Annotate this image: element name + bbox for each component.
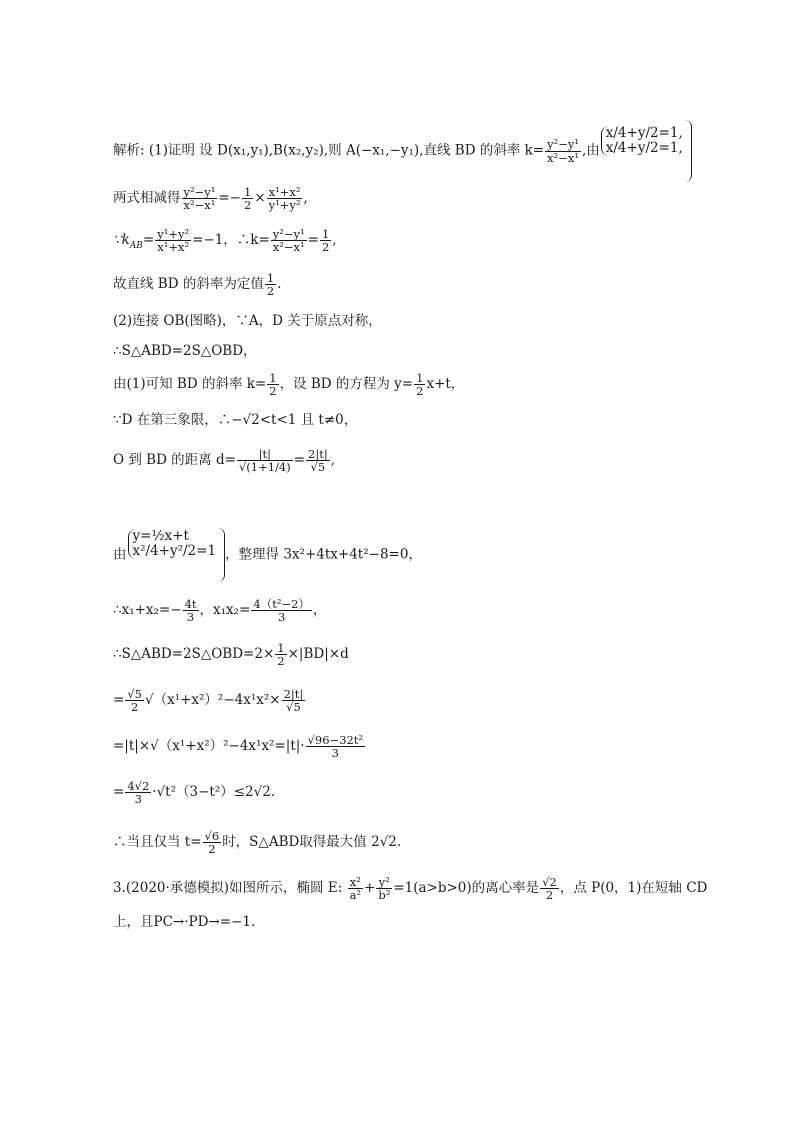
- text: ∵k: [113, 232, 130, 249]
- text: ∴S△ABD=2S△OBD，: [113, 343, 257, 359]
- fraction: $\frac{1}{2}$: [266, 271, 275, 299]
- text: 上，且PC→·PD→=−1.: [113, 914, 256, 930]
- fraction: $\frac{\text{y²}}{\text{b²}}$: [378, 875, 391, 903]
- solution-line-7: [113, 372, 464, 397]
- text: ∴S△ABD=2S△OBD=2×: [113, 646, 275, 663]
- text: ，: [312, 602, 327, 619]
- text: =−: [218, 190, 241, 207]
- fraction: $\frac{√2}{2}$: [542, 875, 557, 903]
- solution-line-12: [113, 642, 349, 667]
- fraction: $\frac{4√2}{3}$: [127, 779, 150, 807]
- problem-3-line-1: [113, 876, 707, 901]
- solution-line-16: [113, 830, 401, 855]
- equation-system: x/4+y/2=1, x/4+y/2=1,: [601, 126, 685, 156]
- solution-line-14: [113, 734, 366, 759]
- text: ,: [303, 190, 308, 207]
- solution-line-4: [113, 272, 281, 297]
- fraction: $\frac{\text{x¹+x²}}{\text{y¹+y²}}$: [268, 185, 301, 213]
- solution-line-11: [113, 598, 326, 623]
- text: O 到 BD 的距离 d=: [113, 452, 236, 469]
- solution-line-1: [113, 120, 692, 182]
- fraction: $\frac{\text{y²−y¹}}{\text{x²−x¹}}$: [272, 227, 305, 255]
- fraction: $\frac{\text{y¹+y²}}{\text{x¹+x²}}$: [157, 227, 190, 255]
- fraction: $\frac{\text{y²−y¹}}{\text{x²−x¹}}$: [183, 185, 216, 213]
- text: ×|BD|×d: [287, 646, 349, 663]
- problem-3-line-2: [113, 916, 255, 930]
- fraction: $\frac{\text{y²−y¹}}{\text{x²−x¹}}$: [547, 137, 579, 165]
- text: 3.(2020·承德模拟)如图所示，椭圆 E:: [113, 880, 347, 897]
- solution-line-9: [113, 448, 335, 473]
- fraction: $\frac{√5}{2}$: [127, 687, 142, 715]
- text: .: [277, 276, 282, 293]
- equation-system: y=½x+t x²/4+y²/2=1: [128, 529, 219, 559]
- brace-right: [218, 528, 225, 582]
- text: 故直线 BD 的斜率为定值: [113, 276, 264, 293]
- fraction: $\frac{2|t|}{√5}$: [283, 687, 304, 715]
- text: ×: [254, 190, 266, 207]
- solution-line-5: [113, 315, 382, 329]
- fraction: $\frac{4t}{3}$: [184, 597, 197, 625]
- fraction: $\frac{\text{√96−32t²}}{3}$: [307, 733, 364, 761]
- text: ∴x₁+x₂=−: [113, 602, 182, 619]
- fraction: $\frac{\text{4（t²−2）}}{3}$: [253, 597, 310, 625]
- solution-line-15: [113, 780, 275, 805]
- solution-line-8: [113, 414, 357, 428]
- text: =: [113, 784, 125, 801]
- text: =1(a>b>0)的离心率是: [393, 880, 540, 897]
- text: =: [142, 232, 155, 249]
- text: +: [364, 880, 376, 897]
- text: ·√t²（3−t²）≤2√2.: [152, 784, 276, 801]
- brace-right: [685, 120, 692, 182]
- fraction: $\frac{√6}{2}$: [204, 829, 220, 857]
- solution-line-13: [113, 688, 306, 713]
- text: ∴当且仅当 t=: [113, 834, 202, 851]
- text: ，整理得 3x²+4tx+4t²−8=0，: [225, 546, 422, 563]
- text: 两式相减得: [113, 190, 181, 207]
- solution-line-2: [113, 186, 308, 211]
- text: 由(1)可知 BD 的斜率 k=: [113, 376, 267, 393]
- fraction: $\frac{1}{2}$: [416, 371, 424, 399]
- fraction: $\frac{2|t|}{√5}$: [308, 447, 328, 475]
- solution-line-3: [113, 228, 337, 253]
- fraction: $\frac{\text{x²}}{\text{a²}}$: [349, 875, 362, 903]
- solution-line-6: [113, 345, 257, 359]
- text: =: [113, 692, 125, 709]
- text: ,: [332, 232, 337, 249]
- text: 由: [113, 546, 127, 563]
- text: √（x¹+x²）²−4x¹x²×: [144, 692, 281, 709]
- text: ，x₁x₂=: [199, 602, 251, 619]
- text: ,由: [581, 142, 600, 159]
- fraction: $\frac{1}{2}$: [243, 185, 252, 213]
- text: ∵D 在第三象限，∴−√2<t<1 且 t≠0，: [113, 412, 358, 428]
- fraction: $\frac{|t|}{√(1+1/4)}$: [238, 447, 291, 475]
- text: =: [293, 452, 306, 469]
- text: =: [307, 232, 319, 249]
- text: 解析: (1)证明 设 D(x₁,y₁),B(x₂,y₂),则 A(−x₁,−y₁),直线 BD 的斜率 k=: [113, 142, 545, 159]
- text: x+t，: [426, 376, 465, 393]
- solution-line-10: [113, 528, 422, 582]
- text: ,: [330, 452, 335, 469]
- text: 时，S△ABD取得最大值 2√2.: [222, 834, 402, 851]
- text: =|t|×√（x¹+x²）²−4x¹x²=|t|·: [113, 738, 305, 755]
- fraction: $\frac{1}{2}$: [277, 641, 285, 669]
- subscript: AB: [129, 240, 143, 251]
- text: =−1，∴k=: [192, 232, 270, 249]
- text: (2)连接 OB(图略)，∵A，D 关于原点对称，: [113, 313, 382, 329]
- text: ，设 BD 的方程为 y=: [279, 376, 414, 393]
- fraction: $\frac{1}{2}$: [321, 227, 330, 255]
- text: ，点 P(0，1)在短轴 CD: [559, 880, 708, 897]
- fraction: $\frac{1}{2}$: [269, 371, 277, 399]
